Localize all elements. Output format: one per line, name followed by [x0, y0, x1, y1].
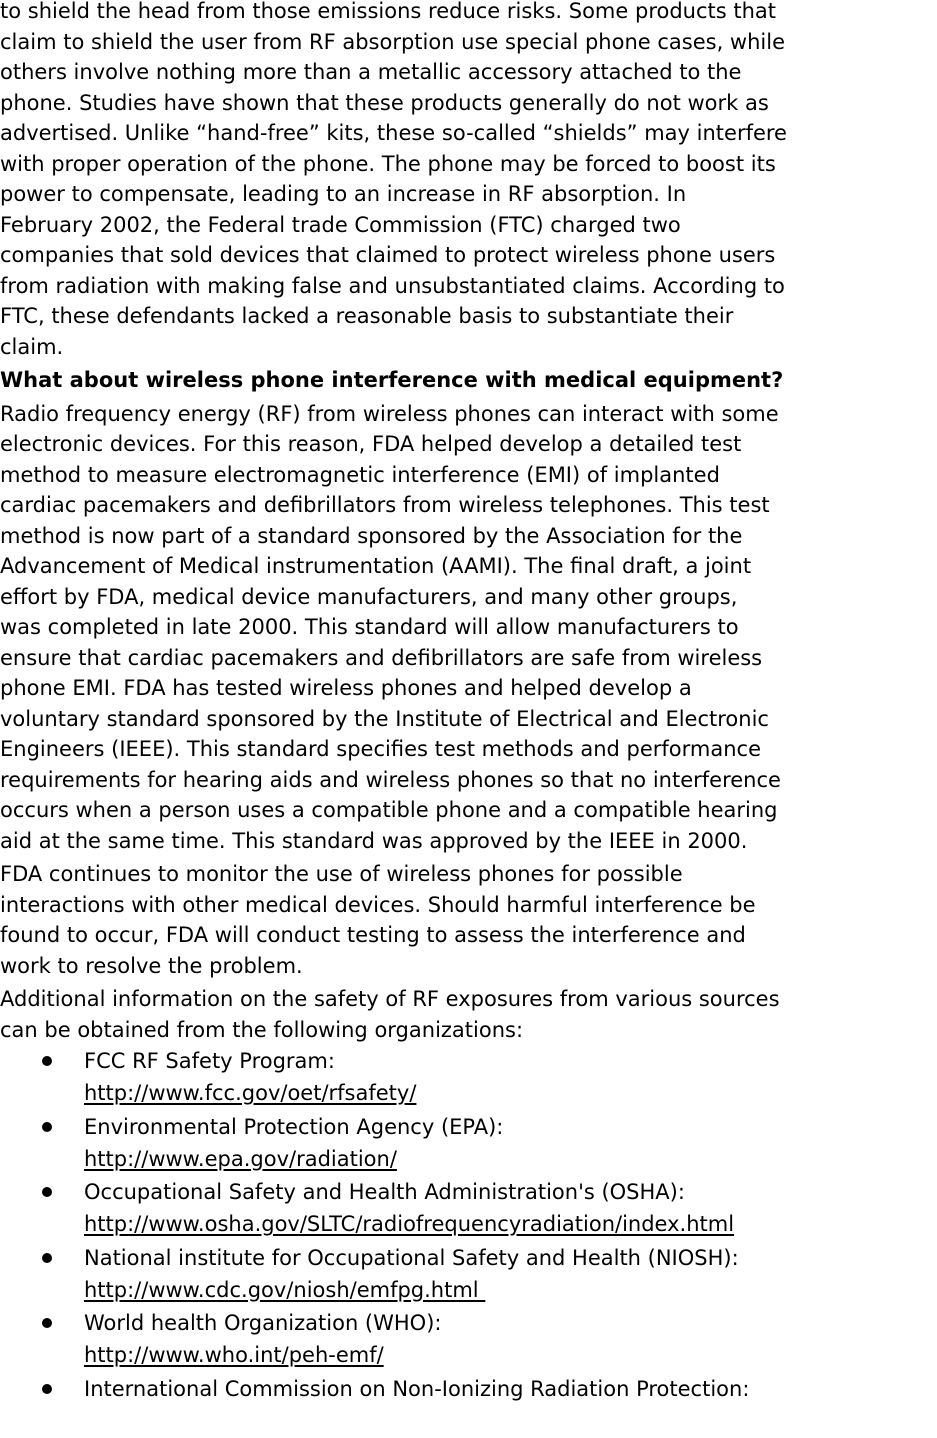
text-line: method is now part of a standard sponsored by the Association for the	[0, 521, 937, 552]
text-line: ensure that cardiac pacemakers and defibrillators are safe from wireless	[0, 643, 937, 674]
organization-name: Occupational Safety and Health Administration's (OSHA):	[84, 1176, 937, 1208]
text-line: voluntary standard sponsored by the Institute of Electrical and Electronic	[0, 704, 937, 735]
monitoring-paragraph	[0, 859, 937, 981]
text-line: cardiac pacemakers and defibrillators from wireless telephones. This test	[0, 490, 937, 521]
organization-link[interactable]: http://www.cdc.gov/niosh/emfpg.html	[84, 1274, 937, 1306]
text-line: Additional information on the safety of RF exposures from various sources	[0, 984, 937, 1015]
section-heading: What about wireless phone interference with medical equipment?	[0, 365, 937, 396]
list-item	[0, 1242, 937, 1308]
additional-info-paragraph	[0, 984, 937, 1045]
organization-link[interactable]: http://www.who.int/peh-emf/	[84, 1339, 937, 1371]
text-line: phone EMI. FDA has tested wireless phones and helped develop a	[0, 673, 937, 704]
text-line: FDA continues to monitor the use of wireless phones for possible	[0, 859, 937, 890]
list-item	[0, 1111, 937, 1177]
text-line: others involve nothing more than a metallic accessory attached to the	[0, 57, 937, 88]
list-item	[0, 1045, 937, 1111]
text-line: with proper operation of the phone. The phone may be forced to boost its	[0, 149, 937, 180]
organization-name: International Commission on Non-Ionizing Radiation Protection:	[84, 1373, 937, 1405]
organization-list	[0, 1045, 937, 1438]
text-line: companies that sold devices that claimed to protect wireless phone users	[0, 240, 937, 271]
text-line: claim to shield the user from RF absorption use special phone cases, while	[0, 27, 937, 58]
text-line: FTC, these defendants lacked a reasonable basis to substantiate their	[0, 301, 937, 332]
organization-link[interactable]: http://www.epa.gov/radiation/	[84, 1143, 937, 1175]
organization-name: Environmental Protection Agency (EPA):	[84, 1111, 937, 1143]
bullet-icon	[42, 1318, 52, 1328]
text-line: interactions with other medical devices. Should harmful interference be	[0, 890, 937, 921]
text-line: February 2002, the Federal trade Commission (FTC) charged two	[0, 210, 937, 241]
text-line: to shield the head from those emissions reduce risks. Some products that	[0, 0, 937, 27]
text-line: claim.	[0, 332, 937, 363]
text-line: Engineers (IEEE). This standard specifies test methods and performance	[0, 734, 937, 765]
text-line: requirements for hearing aids and wireless phones so that no interference	[0, 765, 937, 796]
bullet-icon	[42, 1253, 52, 1263]
list-item	[0, 1176, 937, 1242]
emi-paragraph	[0, 399, 937, 857]
text-line: from radiation with making false and unsubstantiated claims. According to	[0, 271, 937, 302]
list-item	[0, 1307, 937, 1373]
text-line: advertised. Unlike “hand-free” kits, these so-called “shields” may interfere	[0, 118, 937, 149]
bullet-icon	[42, 1384, 52, 1394]
text-line: can be obtained from the following organizations:	[0, 1015, 937, 1046]
organization-link[interactable]: http://www.osha.gov/SLTC/radiofrequencyradiation/index.html	[84, 1208, 937, 1240]
list-item	[0, 1373, 937, 1438]
text-line: Advancement of Medical instrumentation (AAMI). The final draft, a joint	[0, 551, 937, 582]
intro-paragraph	[0, 0, 937, 362]
bullet-icon	[42, 1122, 52, 1132]
text-line: occurs when a person uses a compatible phone and a compatible hearing	[0, 795, 937, 826]
organization-name: National institute for Occupational Safety and Health (NIOSH):	[84, 1242, 937, 1274]
organization-name: World health Organization (WHO):	[84, 1307, 937, 1339]
text-line: electronic devices. For this reason, FDA helped develop a detailed test	[0, 429, 937, 460]
text-line: phone. Studies have shown that these products generally do not work as	[0, 88, 937, 119]
text-line: Radio frequency energy (RF) from wireless phones can interact with some	[0, 399, 937, 430]
text-line: method to measure electromagnetic interference (EMI) of implanted	[0, 460, 937, 491]
text-line: aid at the same time. This standard was approved by the IEEE in 2000.	[0, 826, 937, 857]
organization-link[interactable]: http://www.fcc.gov/oet/rfsafety/	[84, 1077, 937, 1109]
text-line: power to compensate, leading to an increase in RF absorption. In	[0, 179, 937, 210]
organization-name: FCC RF Safety Program:	[84, 1045, 937, 1077]
text-line: work to resolve the problem.	[0, 951, 937, 982]
bullet-icon	[42, 1056, 52, 1066]
text-line: was completed in late 2000. This standard will allow manufacturers to	[0, 612, 937, 643]
bullet-icon	[42, 1187, 52, 1197]
text-line: effort by FDA, medical device manufacturers, and many other groups,	[0, 582, 937, 613]
text-line: found to occur, FDA will conduct testing to assess the interference and	[0, 920, 937, 951]
